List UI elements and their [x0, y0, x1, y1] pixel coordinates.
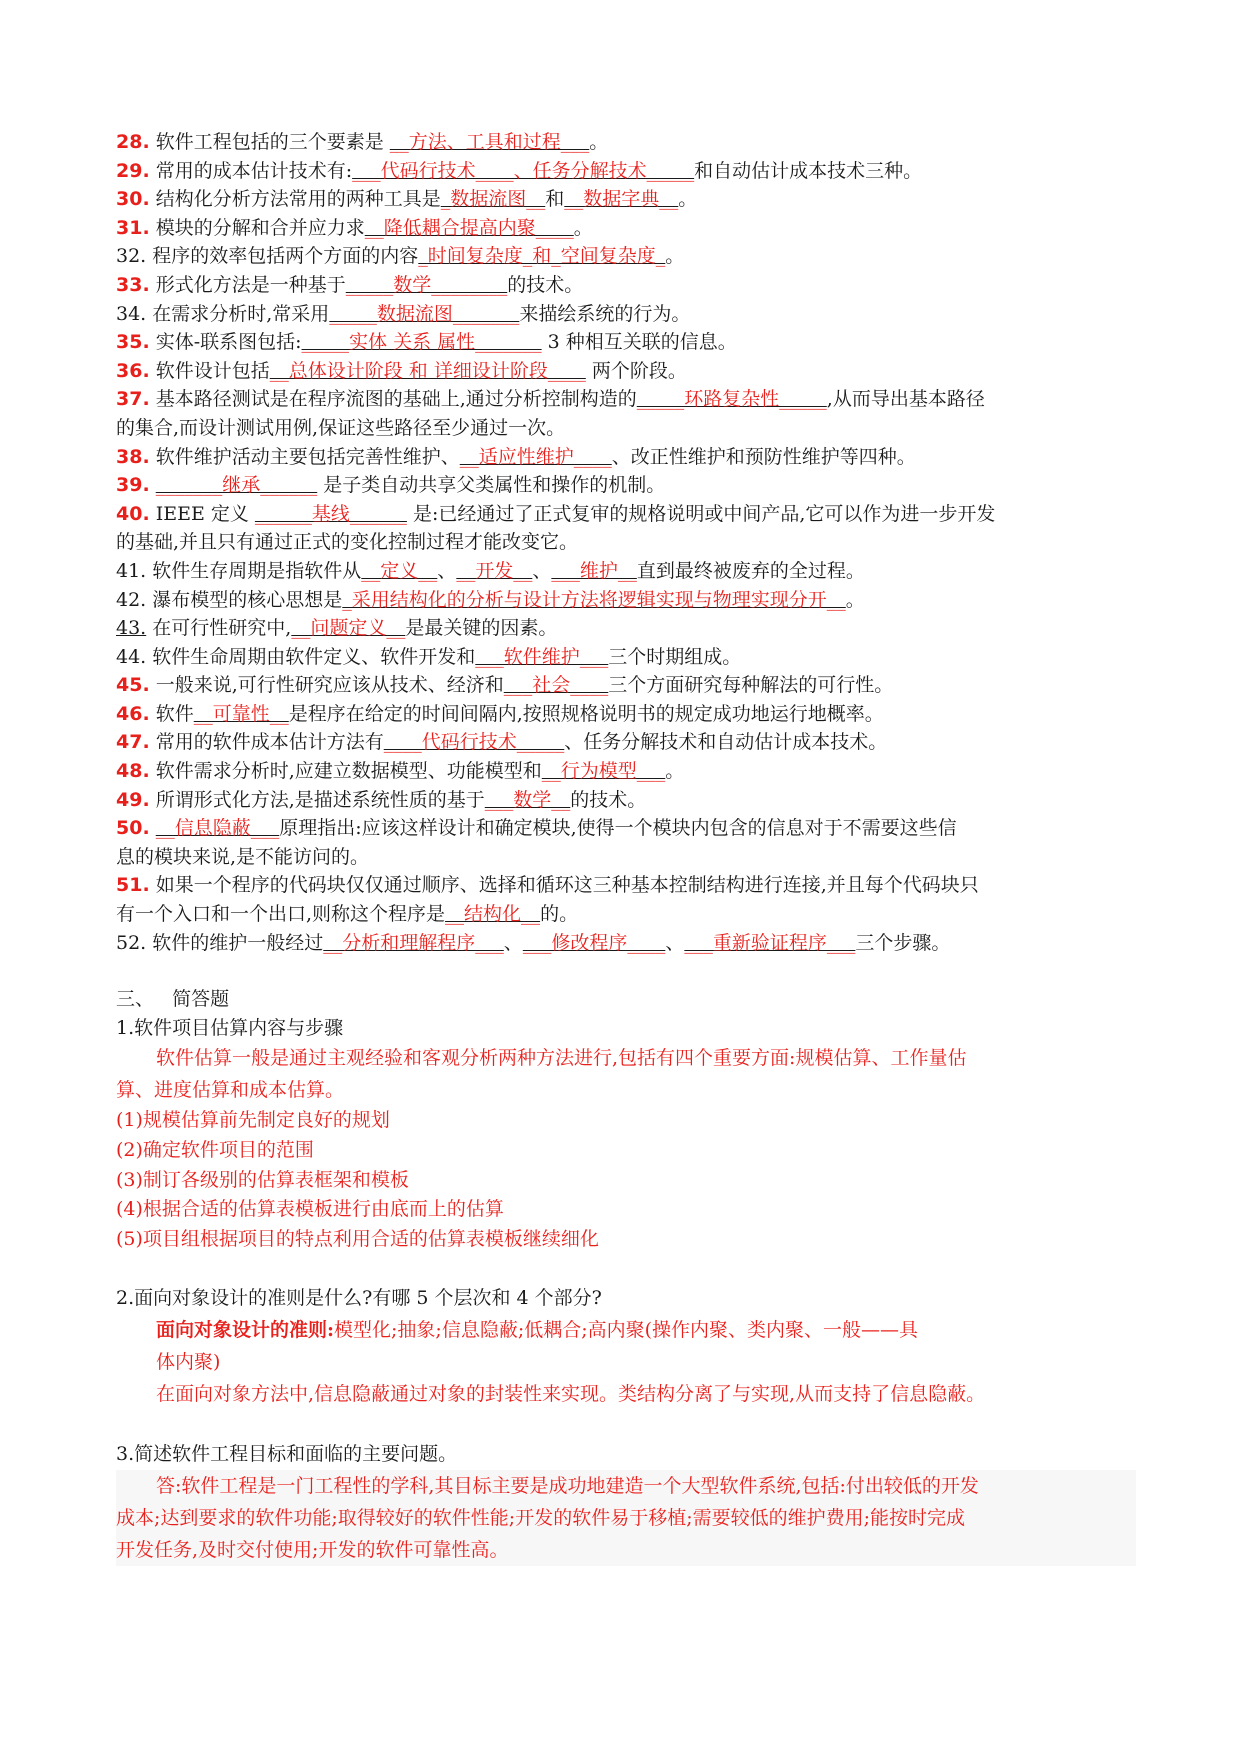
question-number: 30. — [116, 188, 150, 211]
q1-intro-cont: 算、进度估算和成本估算。 — [116, 1079, 345, 1102]
answer-blank: _采用结构化的分析与设计方法将逻辑实现与物理实现分开__ — [342, 588, 846, 611]
q3-answer-line: 成本;达到要求的软件功能;取得较好的软件性能;开发的软件易于移植;需要较低的维护费用;能按时完成 — [116, 1507, 966, 1530]
answer-blank: __分析和理解程序___ — [323, 931, 504, 954]
question-29 — [116, 157, 1136, 186]
q1-step: (3)制订各级别的估算表框架和模板 — [116, 1168, 409, 1191]
answer-blank: __适应性维护____ — [459, 445, 612, 468]
q2-title: 2.面向对象设计的准则是什么?有哪 5 个层次和 4 个部分? — [116, 1287, 602, 1310]
answer-blank: __可靠性__ — [193, 702, 289, 725]
question-text: 程序的效率包括两个方面的内容 — [152, 245, 419, 268]
question-text: 形式化方法是一种基于 — [155, 273, 346, 296]
question-text: 软件设计包括 — [155, 359, 270, 382]
question-text: 模块的分解和合并应力求 — [155, 216, 365, 239]
question-33 — [116, 271, 1136, 300]
question-51: 51. 如果一个程序的代码块仅仅通过顺序、选择和循环这三种基本控制结构进行连接,并且每个代码块只 — [116, 874, 979, 897]
answer-blank: __信息隐蔽___ — [155, 817, 280, 840]
answer-blank: _____数学________ — [345, 273, 508, 296]
question-text: 在需求分析时,常采用 — [152, 302, 330, 325]
q3-answer-line: 开发任务,及时交付使用;开发的软件可靠性高。 — [116, 1539, 509, 1562]
question-text: 两个阶段。 — [585, 359, 687, 382]
answer-blank: ____代码行技术_____ — [383, 731, 565, 754]
question-text: 和 — [545, 188, 565, 211]
question-number: 29. — [116, 159, 150, 182]
q1-intro: 软件估算一般是通过主观经验和客观分析两种方法进行,包括有四个重要方面:规模估算、工作量估 — [156, 1047, 967, 1070]
question-text: 。 — [665, 245, 685, 268]
answer-blank: ___修改程序____ — [522, 931, 666, 954]
answer-blank: ___代码行技术____、任务分解技术_____ — [352, 159, 695, 182]
answer-blank: __结构化__ — [445, 903, 541, 926]
question-text: 软件工程包括的三个要素是 — [155, 131, 390, 153]
answer-blank: ___社会____ — [503, 674, 609, 697]
question-text: 结构化分析方法常用的两种工具是 — [155, 188, 441, 211]
question-number: 31. — [116, 216, 150, 239]
question-40-cont: 的基础,并且只有通过正式的变化控制过程才能改变它。 — [116, 531, 579, 554]
question-45: 45. 一般来说,可行性研究应该从技术、经济和___社会____三个方面研究每种解法的可行性。 — [116, 674, 894, 697]
answer-blank: __定义__ — [361, 559, 438, 582]
question-text: 常用的成本估计技术有: — [155, 159, 353, 182]
answer-blank: __总体设计阶段 和 详细设计阶段____ — [269, 359, 586, 382]
question-30 — [116, 185, 1136, 214]
question-32 — [116, 242, 1136, 271]
answer-blank: ___重新验证程序___ — [684, 931, 856, 954]
question-35 — [116, 328, 1136, 357]
question-text: 的技术。 — [507, 273, 584, 296]
answer-blank: _时间复杂度_和_空间复杂度_ — [418, 245, 666, 268]
question-number: 36. — [116, 359, 150, 382]
answer-blank: ______基线______ — [254, 502, 407, 525]
question-number: 34. — [116, 302, 147, 325]
question-51-cont: 有一个入口和一个出口,则称这个程序是__结构化__的。 — [116, 903, 579, 926]
question-48: 48. 软件需求分析时,应建立数据模型、功能模型和__行为模型___。 — [116, 760, 685, 783]
question-46: 46. 软件__可靠性__是程序在给定的时间间隔内,按照规格说明书的规定成功地运行地概率。 — [116, 702, 884, 725]
q2-criteria: 面向对象设计的准则:模型化;抽象;信息隐蔽;低耦合;高内聚(操作内聚、类内聚、一般——具 — [156, 1319, 919, 1342]
question-47: 47. 常用的软件成本估计方法有____代码行技术_____、任务分解技术和自动估计成本技术。 — [116, 731, 888, 754]
answer-blank: _____环路复杂性_____ — [636, 388, 827, 411]
answer-blank: __问题定义__ — [291, 617, 406, 640]
question-39: 39. _______继承______ 是子类自动共享父类属性和操作的机制。 — [116, 474, 666, 497]
fill-in-list — [116, 128, 1136, 385]
question-text: 3 种相互关联的信息。 — [541, 331, 737, 354]
question-50: 50. __信息隐蔽___原理指出:应该这样设计和确定模块,使得一个模块内包含的信息对于不需要这些信 — [116, 817, 957, 840]
question-text: 。 — [589, 131, 609, 153]
question-number: 35. — [116, 331, 150, 354]
question-28 — [116, 128, 1136, 157]
question-text: 来描绘系统的行为。 — [519, 302, 691, 325]
question-37: 37. 基本路径测试是在程序流图的基础上,通过分析控制构造的_____环路复杂性_____,从而导出基本路径 — [116, 388, 985, 411]
q3-answer-block — [116, 1470, 1136, 1566]
answer-blank: _____数据流图_______ — [329, 302, 520, 325]
question-31 — [116, 214, 1136, 243]
q2-bold-label: 面向对象设计的准则: — [156, 1319, 335, 1342]
q2-info-hiding: 在面向对象方法中,信息隐蔽通过对象的封装性来实现。类结构分离了与实现,从而支持了信息隐蔽。 — [156, 1383, 986, 1406]
question-37-cont: 的集合,而设计测试用例,保证这些路径至少通过一次。 — [116, 416, 566, 439]
answer-blank: __开发__ — [456, 559, 533, 582]
question-text: 和自动估计成本技术三种。 — [694, 159, 923, 182]
question-43: 43. 在可行性研究中,__问题定义__是最关键的因素。 — [116, 617, 558, 640]
question-text: 。 — [678, 188, 698, 211]
q1-step: (4)根据合适的估算表模板进行由底而上的估算 — [116, 1198, 504, 1221]
answer-blank: _____实体 关系 属性_______ — [301, 331, 542, 354]
answer-blank: __降低耦合提高内聚____ — [364, 216, 574, 239]
question-number: 33. — [116, 273, 150, 296]
q2-criteria-cont: 体内聚) — [156, 1351, 221, 1374]
answer-blank: __行为模型___ — [541, 760, 666, 783]
question-36 — [116, 357, 1136, 386]
question-41: 41. 软件生存周期是指软件从__定义__、__开发__、___维护__直到最终被废弃的全过程。 — [116, 559, 865, 582]
question-52: 52. 软件的维护一般经过__分析和理解程序___、___修改程序____、___重新验证程序___三个步骤。 — [116, 931, 951, 954]
question-number: 32. — [116, 245, 147, 268]
q1-step: (2)确定软件项目的范围 — [116, 1139, 314, 1161]
question-38: 38. 软件维护活动主要包括完善性维护、__适应性维护____、改正性维护和预防性维护等四种。 — [116, 445, 916, 468]
question-49: 49. 所谓形式化方法,是描述系统性质的基于___数学__的技术。 — [116, 788, 647, 811]
q1-step-list — [116, 1106, 1136, 1254]
section-heading: 三、 简答题 — [116, 988, 230, 1011]
document-page — [116, 128, 1136, 1566]
q1-step: (1)规模估算前先制定良好的规划 — [116, 1109, 390, 1132]
answer-blank: _______继承______ — [155, 474, 318, 497]
answer-blank: __数据字典__ — [564, 188, 679, 211]
question-text: 实体-联系图包括: — [155, 331, 302, 354]
answer-blank: __方法、工具和过程___ — [389, 131, 590, 153]
answer-blank: _数据流图__ — [440, 188, 546, 211]
answer-blank: ___数学__ — [484, 788, 571, 811]
question-44: 44. 软件生命周期由软件定义、软件开发和___软件维护___三个时期组成。 — [116, 645, 742, 668]
answer-blank: ___软件维护___ — [475, 645, 609, 668]
q1-step: (5)项目组根据项目的特点利用合适的估算表模板继续细化 — [116, 1227, 599, 1250]
question-34 — [116, 300, 1136, 329]
q1-title: 1.软件项目估算内容与步骤 — [116, 1016, 344, 1039]
q3-answer-line: 答:软件工程是一门工程性的学科,其目标主要是成功地建造一个大型软件系统,包括:付出较低的开发 — [156, 1475, 979, 1498]
question-text: 。 — [573, 216, 593, 239]
question-40: 40. IEEE 定义 ______基线______ 是:已经通过了正式复审的规格说明或中间产品,它可以作为进一步开发 — [116, 502, 996, 525]
question-number: 28. — [116, 131, 150, 153]
answer-blank: ___维护__ — [551, 559, 637, 582]
q3-title: 3.简述软件工程目标和面临的主要问题。 — [116, 1443, 458, 1466]
question-50-cont: 息的模块来说,是不能访问的。 — [116, 845, 370, 868]
question-42: 42. 瀑布模型的核心思想是_采用结构化的分析与设计方法将逻辑实现与物理实现分开__。 — [116, 588, 865, 611]
